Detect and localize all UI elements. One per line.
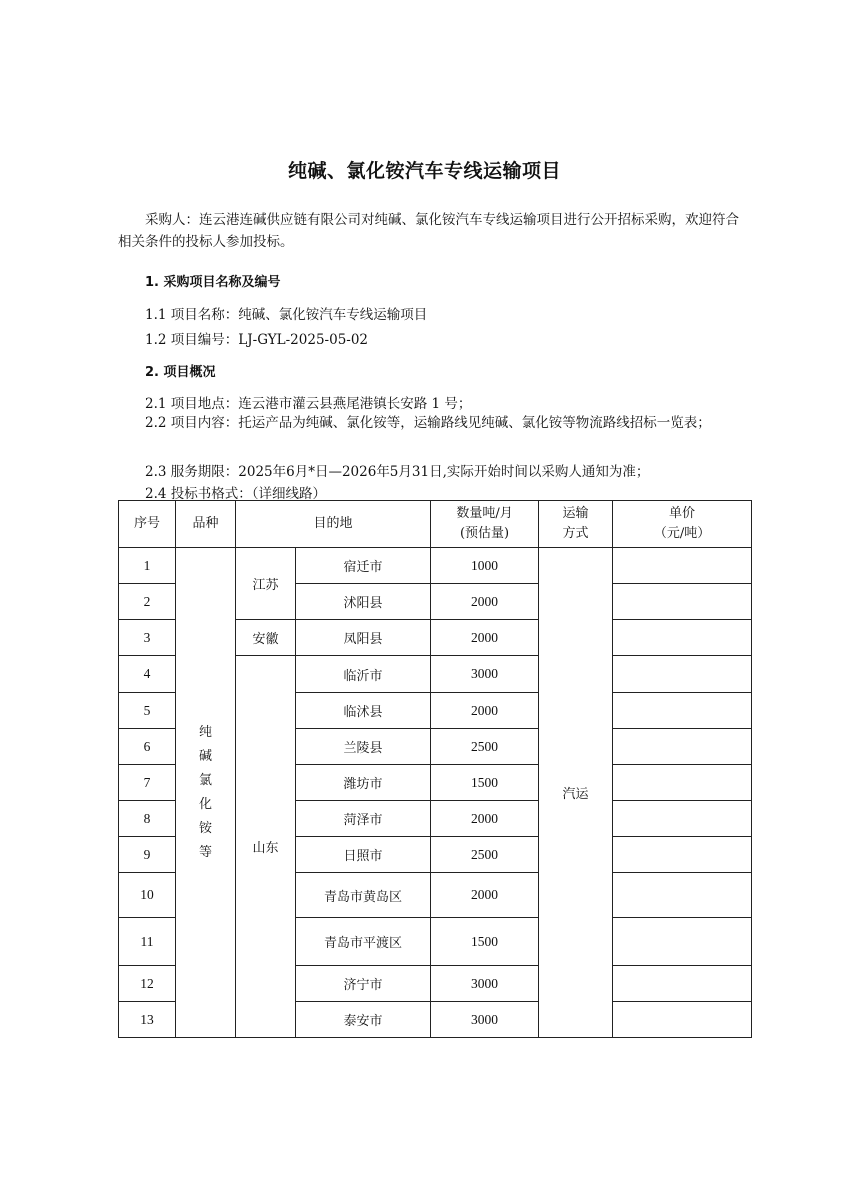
- province-jiangsu-cell: 江苏: [236, 548, 296, 620]
- header-product: 品种: [176, 501, 236, 548]
- project-number-line: 1.2 项目编号：LJ-GYL-2025-05-02: [145, 332, 369, 348]
- city-cell: 潍坊市: [296, 765, 431, 801]
- seq-cell: 8: [119, 801, 176, 837]
- quantity-cell: 2500: [431, 729, 539, 765]
- province-anhui-cell: 安徽: [236, 620, 296, 656]
- city-cell: 宿迁市: [296, 548, 431, 584]
- city-cell: 兰陵县: [296, 729, 431, 765]
- header-price-line2: （元/吨）: [653, 526, 711, 541]
- city-cell: 泰安市: [296, 1002, 431, 1038]
- seq-cell: 5: [119, 693, 176, 729]
- price-cell[interactable]: [613, 620, 752, 656]
- quantity-cell: 2000: [431, 620, 539, 656]
- header-quantity-line1: 数量吨/月: [456, 506, 513, 521]
- page-title: 纯碱、氯化铵汽车专线运输项目: [287, 160, 561, 182]
- product-cell: [176, 548, 236, 1038]
- quantity-cell: 2000: [431, 584, 539, 620]
- seq-cell: 2: [119, 584, 176, 620]
- quantity-cell: 1500: [431, 765, 539, 801]
- price-cell[interactable]: [613, 918, 752, 966]
- service-period-line: 2.3 服务期限：2025年6月*日—2026年5月31日,实际开始时间以采购人通知为准；: [145, 464, 650, 480]
- section1-heading: 1. 采购项目名称及编号: [145, 275, 281, 290]
- quantity-cell: 2000: [431, 873, 539, 918]
- city-cell: 日照市: [296, 837, 431, 873]
- product-label: 纯碱氯化铵等: [198, 724, 212, 860]
- price-cell[interactable]: [613, 548, 752, 584]
- quantity-cell: 1500: [431, 918, 539, 966]
- project-location-line: 2.1 项目地点：连云港市灌云县燕尾港镇长安路 1 号；: [145, 396, 472, 412]
- price-cell[interactable]: [613, 729, 752, 765]
- header-price-line1: 单价: [669, 506, 696, 521]
- city-cell: 济宁市: [296, 966, 431, 1002]
- quantity-cell: 3000: [431, 966, 539, 1002]
- city-cell: 青岛市黄岛区: [296, 873, 431, 918]
- section2-heading: 2. 项目概况: [145, 365, 216, 380]
- seq-cell: 9: [119, 837, 176, 873]
- city-cell: 青岛市平渡区: [296, 918, 431, 966]
- header-price: [613, 501, 752, 548]
- city-cell: 临沭县: [296, 693, 431, 729]
- header-destination: 目的地: [236, 501, 431, 548]
- quantity-cell: 2000: [431, 801, 539, 837]
- intro-paragraph: 采购人：连云港连碱供应链有限公司对纯碱、氯化铵汽车专线运输项目进行公开招标采购，欢迎符合相关条件的投标人参加投标。: [118, 212, 739, 250]
- seq-cell: 10: [119, 873, 176, 918]
- price-cell[interactable]: [613, 765, 752, 801]
- project-name-line: 1.1 项目名称：纯碱、氯化铵汽车专线运输项目: [145, 307, 428, 323]
- quantity-cell: 3000: [431, 1002, 539, 1038]
- seq-cell: 1: [119, 548, 176, 584]
- price-cell[interactable]: [613, 693, 752, 729]
- route-bid-table: [118, 500, 752, 1038]
- seq-cell: 13: [119, 1002, 176, 1038]
- header-seq: 序号: [119, 501, 176, 548]
- price-cell[interactable]: [613, 837, 752, 873]
- header-quantity-line2: (预估量): [459, 526, 510, 541]
- quantity-cell: 3000: [431, 656, 539, 693]
- seq-cell: 4: [119, 656, 176, 693]
- price-cell[interactable]: [613, 966, 752, 1002]
- seq-cell: 3: [119, 620, 176, 656]
- table-header-row: [119, 501, 752, 548]
- quantity-cell: 1000: [431, 548, 539, 584]
- city-cell: 临沂市: [296, 656, 431, 693]
- header-transport: [539, 501, 613, 548]
- transport-cell: 汽运: [539, 548, 613, 1038]
- price-cell[interactable]: [613, 584, 752, 620]
- price-cell[interactable]: [613, 656, 752, 693]
- province-shandong-cell: 山东: [236, 656, 296, 1038]
- project-content-line: 2.2 项目内容：托运产品为纯碱、氯化铵等，运输路线见纯碱、氯化铵等物流路线招标一览表；: [145, 415, 711, 431]
- city-cell: 菏泽市: [296, 801, 431, 837]
- price-cell[interactable]: [613, 801, 752, 837]
- seq-cell: 12: [119, 966, 176, 1002]
- price-cell[interactable]: [613, 1002, 752, 1038]
- bid-format-line: 2.4 投标书格式：（详细线路）: [145, 486, 327, 502]
- city-cell: 沭阳县: [296, 584, 431, 620]
- table-row: [119, 548, 752, 584]
- quantity-cell: 2000: [431, 693, 539, 729]
- seq-cell: 7: [119, 765, 176, 801]
- header-quantity: [431, 501, 539, 548]
- quantity-cell: 2500: [431, 837, 539, 873]
- seq-cell: 11: [119, 918, 176, 966]
- seq-cell: 6: [119, 729, 176, 765]
- header-transport-line1: 运输: [562, 506, 589, 521]
- price-cell[interactable]: [613, 873, 752, 918]
- city-cell: 凤阳县: [296, 620, 431, 656]
- header-transport-line2: 方式: [562, 526, 589, 541]
